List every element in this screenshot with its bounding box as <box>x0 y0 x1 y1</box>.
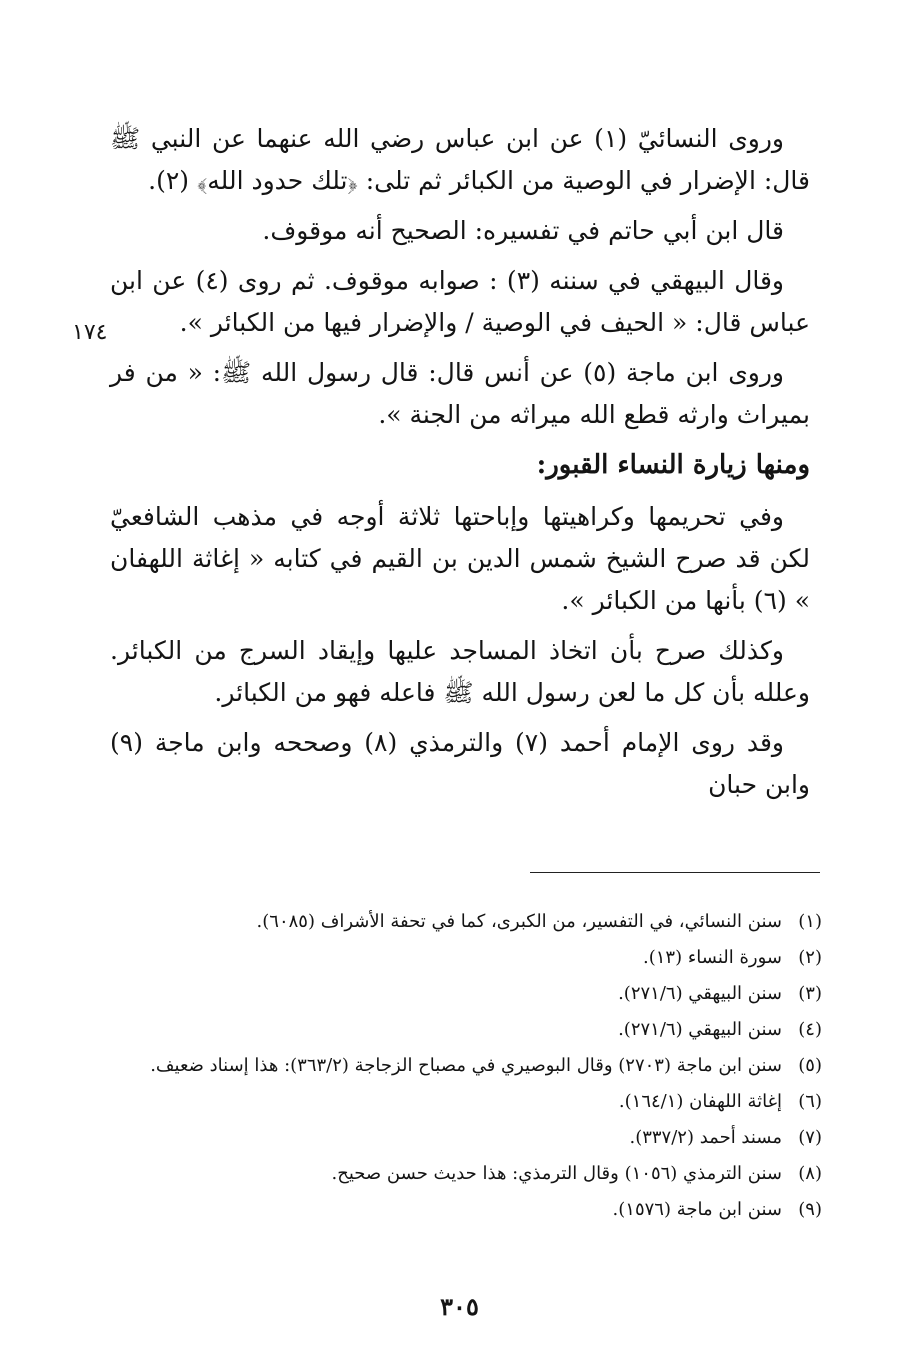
paragraph-6: وكذلك صرح بأن اتخاذ المساجد عليها وإيقاد السرج من الكبائر. وعلله بأن كل ما لعن رسول الله ﷺ فاعله فهو من الكبائر. <box>110 636 810 707</box>
footnote-number: (٦) <box>798 1091 822 1112</box>
footnote-number: (٩) <box>798 1199 822 1220</box>
section-heading: ومنها زيارة النساء القبور: <box>536 450 810 480</box>
footnote-item <box>110 1122 822 1153</box>
footnote-item <box>110 1014 822 1045</box>
footnote-number: (٧) <box>798 1127 822 1148</box>
footnote-text: مسند أحمد (٣٣٧/٢). <box>629 1127 782 1148</box>
footnote-text: سنن النسائي، في التفسير، من الكبرى، كما في تحفة الأشراف (٦٠٨٥). <box>256 911 782 932</box>
footnote-item <box>110 1158 822 1189</box>
paragraph-7: وقد روى الإمام أحمد (٧) والترمذي (٨) وصححه وابن ماجة (٩) وابن حبان <box>110 728 810 799</box>
footnote-number: (٣) <box>798 983 822 1004</box>
footnote-number: (١) <box>798 911 822 932</box>
footnote-separator <box>530 872 820 873</box>
footnote-item <box>110 906 822 937</box>
footnote-text: إغاثة اللهفان (١٦٤/١). <box>618 1091 782 1112</box>
paragraph-2: قال ابن أبي حاتم في تفسيره: الصحيح أنه موقوف. <box>262 216 784 245</box>
footnote-text: سورة النساء (١٣). <box>643 947 782 968</box>
footnote-item <box>110 942 822 973</box>
footnote-text: سنن الترمذي (١٠٥٦) وقال الترمذي: هذا حديث حسن صحيح. <box>331 1163 782 1184</box>
footnote-item <box>110 1086 822 1117</box>
footnote-number: (٢) <box>798 947 822 968</box>
paragraph-4: وروى ابن ماجة (٥) عن أنس قال: قال رسول الله ﷺ: « من فر بميراث وارثه قطع الله ميراثه من الجنة ». <box>110 358 810 429</box>
main-text <box>110 118 810 814</box>
paragraph-3: وقال البيهقي في سننه (٣) : صوابه موقوف. ثم روى (٤) عن ابن عباس قال: « الحيف في الوصية / والإضرار فيها من الكبائر ». <box>110 266 810 337</box>
footnotes <box>110 906 822 1230</box>
margin-page-reference: ١٧٤ <box>72 320 108 345</box>
footnote-text: سنن البيهقي (٢٧١/٦). <box>618 1019 782 1040</box>
footnote-number: (٥) <box>798 1055 822 1076</box>
page-number: ٣٠٥ <box>440 1292 479 1321</box>
footnote-item <box>110 1194 822 1225</box>
footnote-text: سنن ابن ماجة (١٥٧٦). <box>612 1199 782 1220</box>
footnote-item <box>110 1050 822 1081</box>
footnote-item <box>110 978 822 1009</box>
paragraph-1: وروى النسائيّ (١) عن ابن عباس رضي الله عنهما عن النبي ﷺ قال: الإضرار في الوصية من الكبائر ثم تلى: ﴿تلك حدود الله﴾ (٢). <box>110 124 810 195</box>
footnote-text: سنن البيهقي (٢٧١/٦). <box>618 983 782 1004</box>
paragraph-5: وفي تحريمها وكراهيتها وإباحتها ثلاثة أوجه في مذهب الشافعيّ لكن قد صرح الشيخ شمس الدين بن القيم في كتابه « إغاثة اللهفان » (٦) بأنها من الكبائر ». <box>110 502 810 615</box>
footnote-text: سنن ابن ماجة (٢٧٠٣) وقال البوصيري في مصباح الزجاجة (٣٦٣/٢): هذا إسناد ضعيف. <box>150 1055 782 1076</box>
footnote-number: (٨) <box>798 1163 822 1184</box>
footnote-number: (٤) <box>798 1019 822 1040</box>
